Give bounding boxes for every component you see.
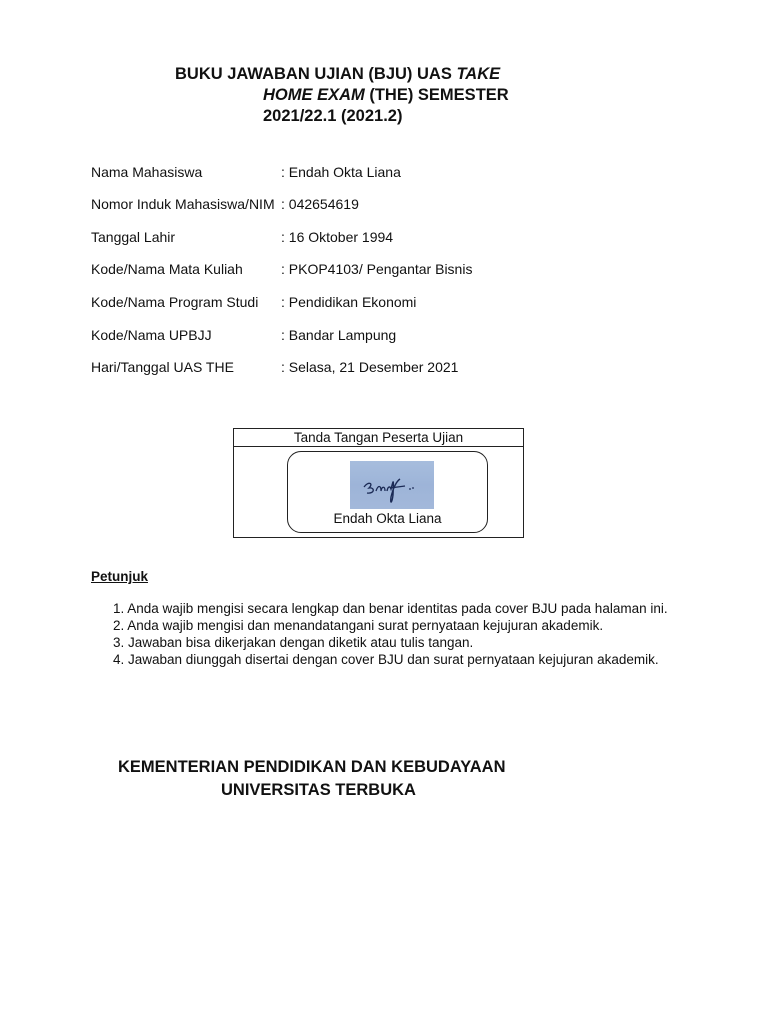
field-value-program-studi: : Pendidikan Ekonomi	[281, 294, 417, 310]
field-value-nama: : Endah Okta Liana	[281, 164, 401, 180]
signature-name: Endah Okta Liana	[333, 511, 442, 526]
document-title-line-2	[263, 85, 509, 105]
field-label-nama: Nama Mahasiswa	[91, 164, 203, 180]
title-semester: (THE) SEMESTER	[364, 86, 509, 104]
instruction-item: 2. Anda wajib mengisi dan menandatangani surat pernyataan kejujuran akademik.	[113, 618, 604, 633]
instructions-title: Petunjuk	[91, 569, 149, 584]
signature-frame	[287, 451, 488, 533]
signature-image	[350, 461, 434, 509]
field-value-nim: : 042654619	[281, 196, 359, 212]
document-title-line-1	[175, 64, 500, 84]
field-value-tanggal-lahir: : 16 Oktober 1994	[281, 229, 394, 245]
university-name: UNIVERSITAS TERBUKA	[221, 781, 416, 799]
field-label-nim: Nomor Induk Mahasiswa/NIM	[91, 196, 275, 212]
instruction-item: 3. Jawaban bisa dikerjakan dengan diketik atau tulis tangan.	[113, 635, 474, 650]
field-value-mata-kuliah: : PKOP4103/ Pengantar Bisnis	[281, 261, 473, 277]
field-label-mata-kuliah: Kode/Nama Mata Kuliah	[91, 261, 243, 277]
field-label-program-studi: Kode/Nama Program Studi	[91, 294, 259, 310]
field-value-hari-tanggal: : Selasa, 21 Desember 2021	[281, 359, 459, 375]
field-label-upbjj: Kode/Nama UPBJJ	[91, 327, 212, 343]
instruction-item: 4. Jawaban diunggah disertai dengan cover BJU dan surat pernyataan kejujuran akademik.	[113, 652, 659, 667]
document-title-line-3: 2021/22.1 (2021.2)	[263, 107, 403, 125]
ministry-name: KEMENTERIAN PENDIDIKAN DAN KEBUDAYAAN	[118, 758, 506, 776]
signature-box	[233, 428, 524, 538]
signature-box-header: Tanda Tangan Peserta Ujian	[234, 429, 523, 447]
field-label-hari-tanggal: Hari/Tanggal UAS THE	[91, 359, 234, 375]
instruction-item: 1. Anda wajib mengisi secara lengkap dan benar identitas pada cover BJU pada halaman ini.	[113, 601, 668, 616]
field-value-upbjj: : Bandar Lampung	[281, 327, 397, 343]
title-italic-home-exam: HOME EXAM	[263, 86, 365, 104]
title-italic-take: TAKE	[456, 65, 501, 83]
signature-scribble	[350, 461, 434, 509]
title-prefix: BUKU JAWABAN UJIAN (BJU) UAS	[175, 65, 457, 83]
field-label-tanggal-lahir: Tanggal Lahir	[91, 229, 176, 245]
